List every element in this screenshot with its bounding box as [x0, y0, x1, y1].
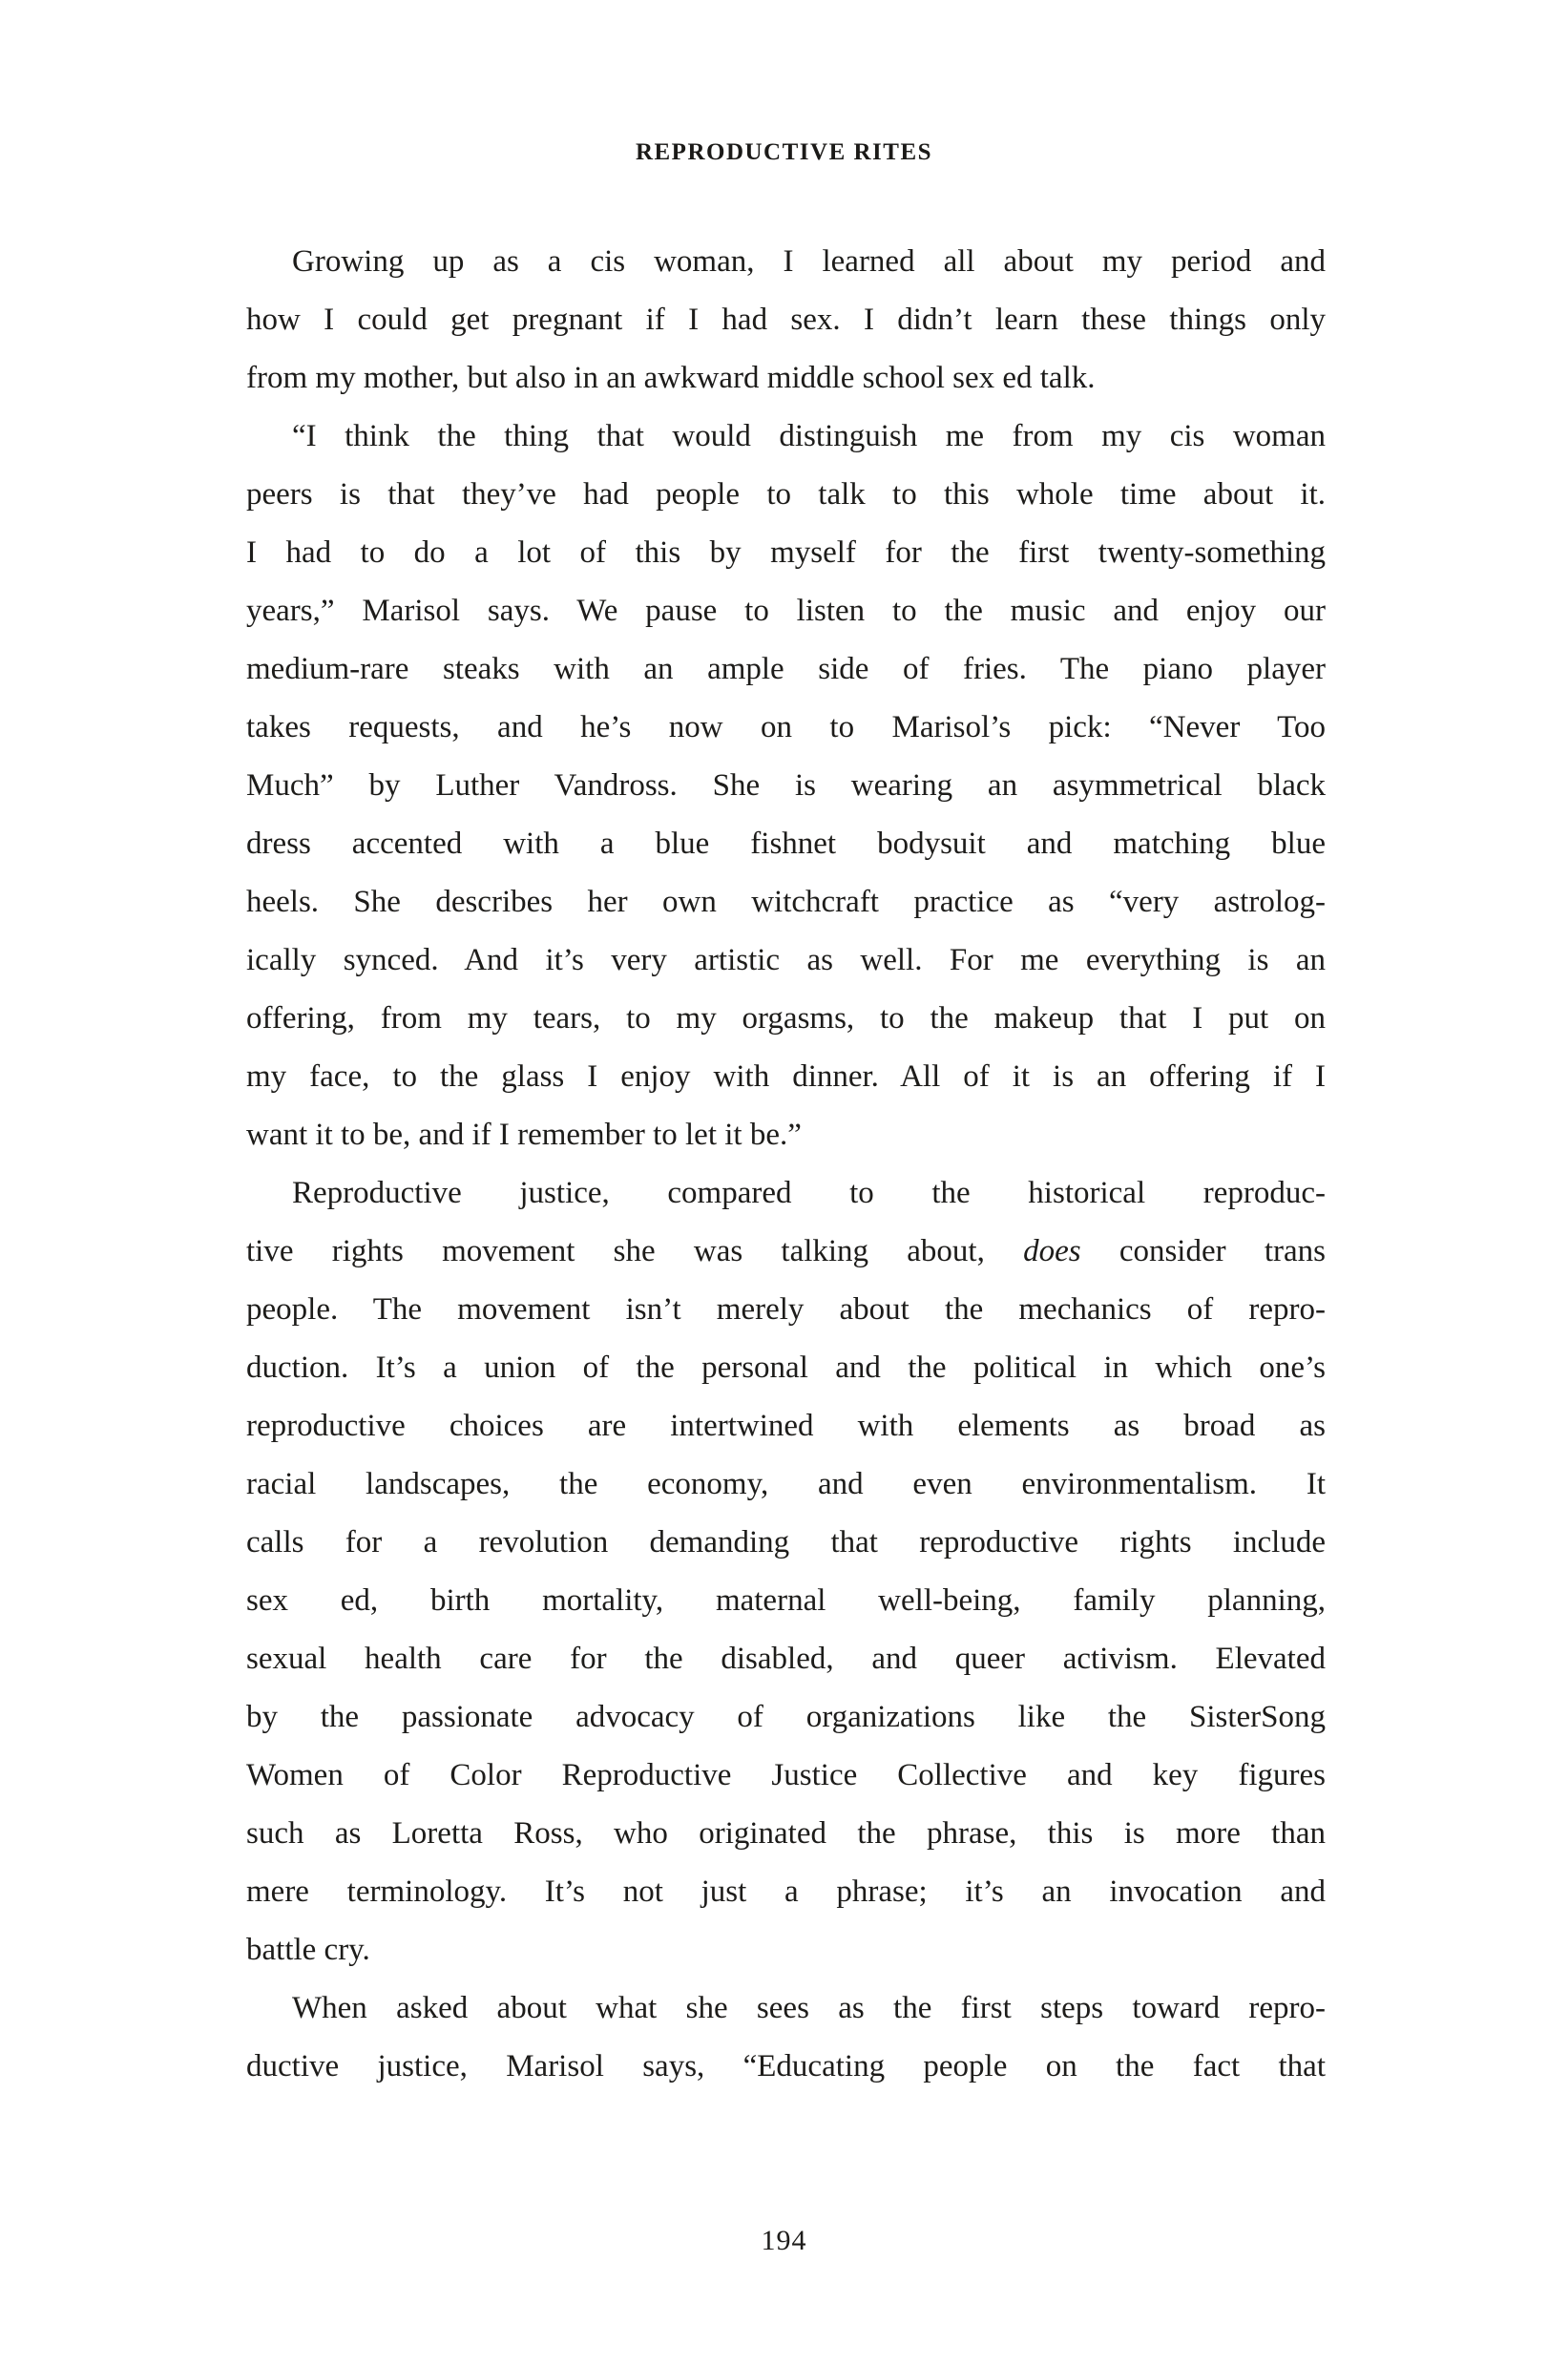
text-run: tive rights movement she was talking about,	[246, 1234, 1024, 1268]
text-run: heels. She describes her own witchcraft practice as “very astrolog-	[246, 885, 1326, 919]
text-line	[246, 1397, 1326, 1455]
text-line	[246, 466, 1326, 524]
text-line	[246, 873, 1326, 932]
text-run: “I think the thing that would distinguish me from my cis woman	[292, 419, 1326, 453]
text-line	[246, 408, 1326, 466]
text-line	[246, 349, 1326, 408]
text-run: such as Loretta Ross, who originated the phrase, this is more than	[246, 1816, 1326, 1851]
text-run: consider trans	[1080, 1234, 1326, 1268]
text-line	[246, 1747, 1326, 1805]
text-run: offering, from my tears, to my orgasms, to the makeup that I put on	[246, 1001, 1326, 1036]
text-run: people. The movement isn’t merely about the mechanics of repro-	[246, 1292, 1326, 1327]
text-run: my face, to the glass I enjoy with dinner. All of it is an offering if I	[246, 1059, 1326, 1094]
text-run: ductive justice, Marisol says, “Educating people on the fact that	[246, 2049, 1326, 2083]
text-run: years,” Marisol says. We pause to listen to the music and enjoy our	[246, 594, 1326, 628]
page-number: 194	[761, 2225, 807, 2256]
text-line	[246, 1514, 1326, 1572]
text-line	[246, 757, 1326, 815]
text-run: ically synced. And it’s very artistic as well. For me everything is an	[246, 943, 1326, 977]
text-run: medium-rare steaks with an ample side of fries. The piano player	[246, 652, 1326, 686]
text-line	[246, 1339, 1326, 1397]
text-run: reproductive choices are intertwined with elements as broad as	[246, 1409, 1326, 1443]
text-run: peers is that they’ve had people to talk to this whole time about it.	[246, 477, 1326, 512]
text-run: calls for a revolution demanding that reproductive rights include	[246, 1525, 1326, 1560]
text-line	[246, 233, 1326, 291]
text-line	[246, 1106, 1326, 1164]
text-run: Women of Color Reproductive Justice Collective and key figures	[246, 1758, 1326, 1792]
text-run: takes requests, and he’s now on to Marisol’s pick: “Never Too	[246, 710, 1326, 744]
text-run: from my mother, but also in an awkward middle school sex ed talk.	[246, 361, 1096, 395]
text-line	[246, 640, 1326, 699]
text-line	[246, 1164, 1326, 1223]
text-line	[246, 291, 1326, 349]
text-line	[246, 990, 1326, 1048]
text-run: by the passionate advocacy of organizations like the SisterSong	[246, 1700, 1326, 1734]
running-head: REPRODUCTIVE RITES	[635, 139, 933, 165]
text-line	[246, 524, 1326, 582]
text-line	[246, 1223, 1326, 1281]
text-line	[246, 1863, 1326, 1921]
text-run: sexual health care for the disabled, and queer activism. Elevated	[246, 1642, 1326, 1676]
italic-text-run: does	[1023, 1234, 1081, 1268]
text-line	[246, 1805, 1326, 1863]
text-line	[246, 932, 1326, 990]
text-line	[246, 1455, 1326, 1514]
text-line	[246, 582, 1326, 640]
text-line	[246, 1630, 1326, 1688]
text-run: duction. It’s a union of the personal and the political in which one’s	[246, 1351, 1326, 1385]
text-line	[246, 1048, 1326, 1106]
text-run: racial landscapes, the economy, and even environmentalism. It	[246, 1467, 1326, 1501]
text-run: how I could get pregnant if I had sex. I didn’t learn these things only	[246, 303, 1326, 337]
text-line	[246, 2038, 1326, 2096]
text-run: dress accented with a blue fishnet bodysuit and matching blue	[246, 827, 1326, 861]
text-run: Reproductive justice, compared to the historical reproduc-	[292, 1176, 1326, 1210]
text-line	[246, 1572, 1326, 1630]
text-run: I had to do a lot of this by myself for the first twenty-something	[246, 535, 1326, 570]
text-run: When asked about what she sees as the first steps toward repro-	[292, 1991, 1326, 2025]
text-line	[246, 1688, 1326, 1747]
text-block	[246, 233, 1326, 2096]
text-line	[246, 1921, 1326, 1979]
text-run: Much” by Luther Vandross. She is wearing an asymmetrical black	[246, 768, 1326, 803]
text-run: mere terminology. It’s not just a phrase; it’s an invocation and	[246, 1874, 1326, 1909]
text-run: Growing up as a cis woman, I learned all about my period and	[292, 244, 1326, 279]
text-run: want it to be, and if I remember to let it be.”	[246, 1118, 802, 1152]
text-run: battle cry.	[246, 1933, 370, 1967]
text-line	[246, 815, 1326, 873]
text-line	[246, 1979, 1326, 2038]
text-run: sex ed, birth mortality, maternal well-being, family planning,	[246, 1583, 1326, 1618]
text-line	[246, 699, 1326, 757]
text-line	[246, 1281, 1326, 1339]
